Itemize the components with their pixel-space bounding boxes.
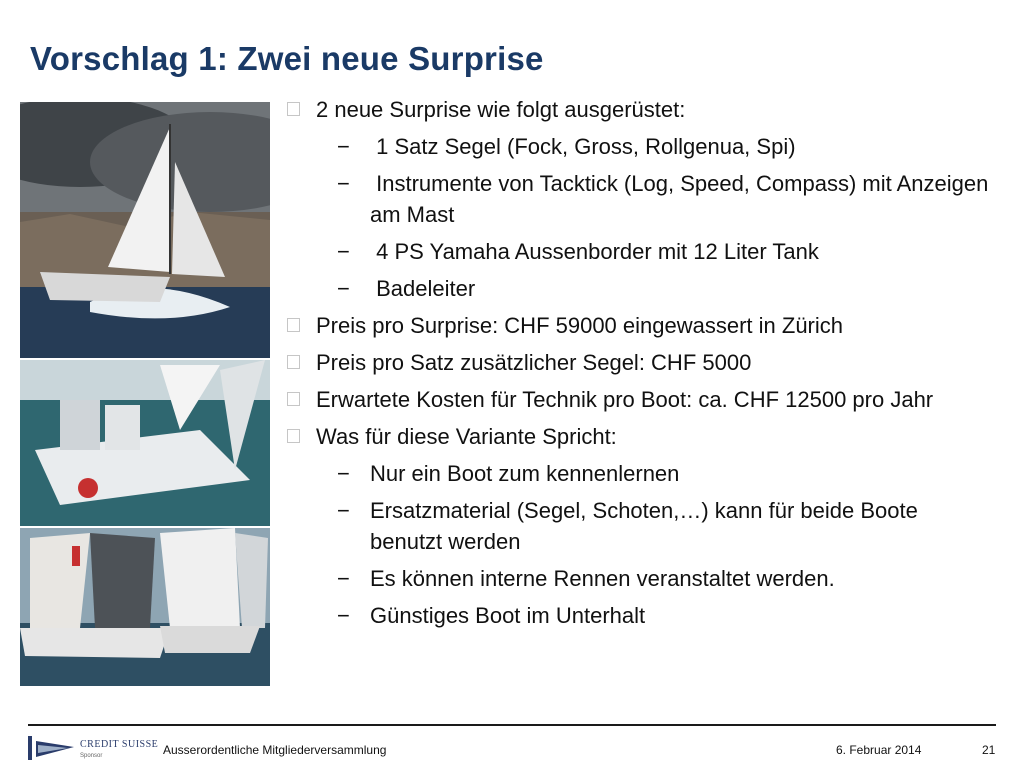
list-item: 2 neue Surprise wie folgt ausgerüstet: [287,94,992,125]
square-bullet-icon [287,429,300,443]
bullet-list [287,94,992,637]
list-item: − 1 Satz Segel (Fock, Gross, Rollgenua, Spi) [287,131,992,162]
sponsor-label: Sponsor [80,753,103,759]
dash-bullet: − [337,276,350,301]
dash-bullet: − [337,134,350,159]
sponsor-logo-text: CREDIT SUISSE [80,739,159,750]
slide-title: Vorschlag 1: Zwei neue Surprise [30,40,544,77]
dash-bullet: − [337,171,350,196]
list-item: Preis pro Surprise: CHF 59000 eingewassert in Zürich [287,310,992,341]
list-item: − Badeleiter [287,273,992,304]
list-item: − Es können interne Rennen veranstaltet werden. [287,563,992,594]
square-bullet-icon [287,392,300,406]
sailing-photo-3 [20,528,270,686]
dash-bullet: − [337,566,350,591]
footer-date: 6. Februar 2014 [836,743,922,757]
page-number: 21 [982,743,996,757]
list-item: − 4 PS Yamaha Aussenborder mit 12 Liter Tank [287,236,992,267]
dash-bullet: − [337,603,350,628]
list-item: − Günstiges Boot im Unterhalt [287,600,992,631]
square-bullet-icon [287,318,300,332]
list-item: Erwartete Kosten für Technik pro Boot: ca. CHF 12500 pro Jahr [287,384,992,415]
dash-bullet: − [337,498,350,523]
sailing-photo-2 [20,360,270,526]
dash-bullet: − [337,461,350,486]
square-bullet-icon [287,102,300,116]
footer-divider [28,724,996,726]
list-item: − Nur ein Boot zum kennenlernen [287,458,992,489]
sailing-photo-1 [20,102,270,358]
dash-bullet: − [337,239,350,264]
list-item: Preis pro Satz zusätzlicher Segel: CHF 5000 [287,347,992,378]
photo-column [20,102,270,686]
footer-event: Ausserordentliche Mitgliederversammlung [163,743,387,757]
list-item: − Ersatzmaterial (Segel, Schoten,…) kann für beide Boote benutzt werden [287,495,992,557]
list-item: Was für diese Variante Spricht: [287,421,992,452]
list-item: − Instrumente von Tacktick (Log, Speed, Compass) mit Anzeigen am Mast [287,168,992,230]
square-bullet-icon [287,355,300,369]
